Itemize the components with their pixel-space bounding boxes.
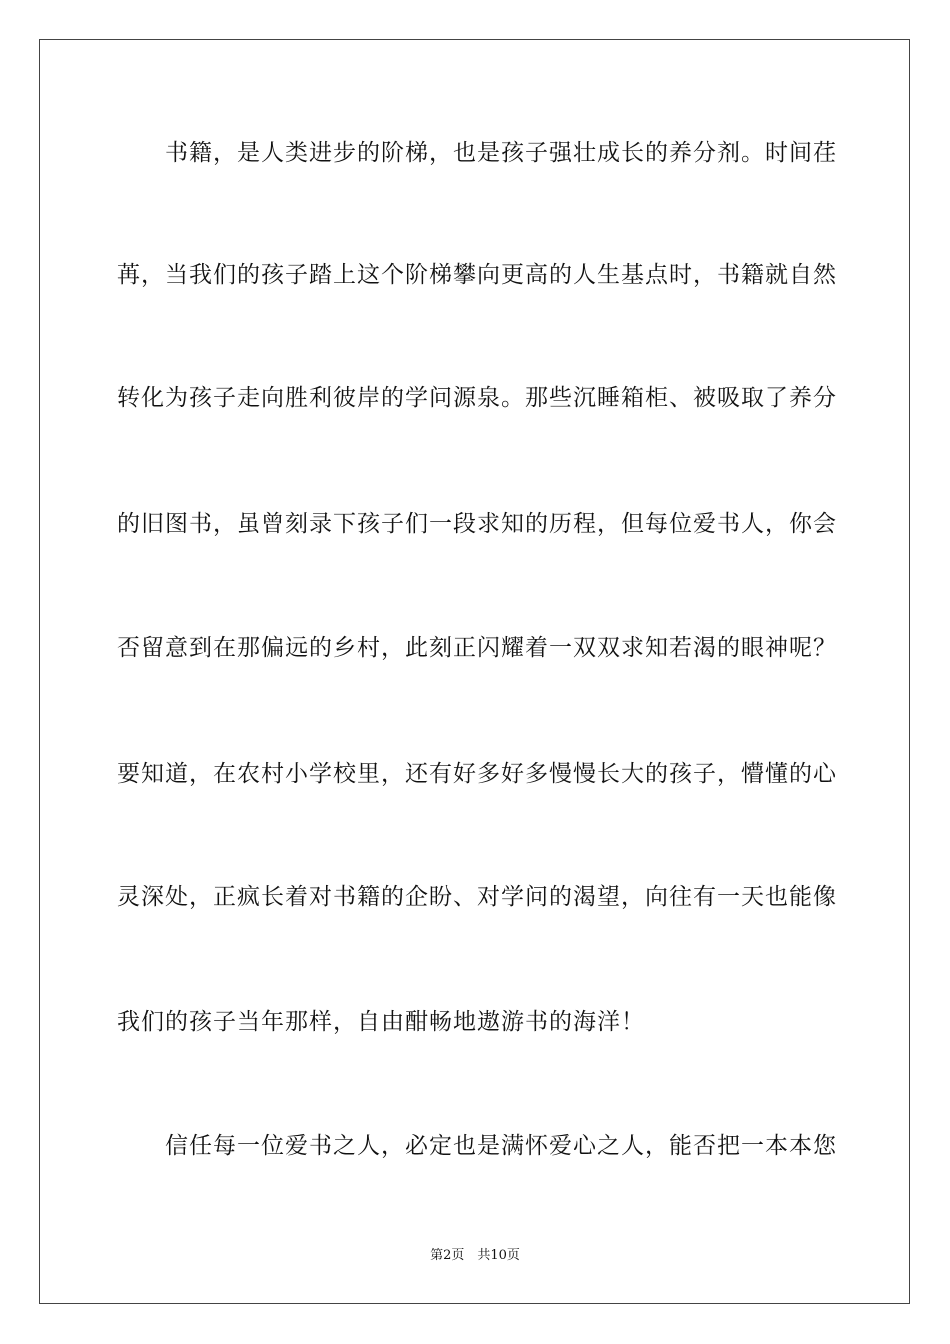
paragraph-line: 苒，当我们的孩子踏上这个阶梯攀向更高的人生基点时，书籍就自然 (117, 262, 837, 288)
paragraph-line: 要知道，在农村小学校里，还有好多好多慢慢长大的孩子，懵懂的心 (117, 761, 837, 787)
paragraph-line: 信任每一位爱书之人，必定也是满怀爱心之人，能否把一本本您 (117, 1133, 837, 1159)
paragraph-line: 书籍，是人类进步的阶梯，也是孩子强壮成长的养分剂。时间荏 (117, 140, 837, 166)
page-number-footer: 第2页 共10页 (430, 1248, 520, 1263)
page-border (39, 39, 910, 1304)
paragraph-line: 否留意到在那偏远的乡村，此刻正闪耀着一双双求知若渴的眼神呢？ (117, 635, 837, 661)
paragraph-line: 的旧图书，虽曾刻录下孩子们一段求知的历程，但每位爱书人，你会 (117, 511, 837, 537)
paragraph-line: 转化为孩子走向胜利彼岸的学问源泉。那些沉睡箱柜、被吸取了养分 (117, 385, 837, 411)
paragraph-line: 我们的孩子当年那样，自由酣畅地遨游书的海洋！ (117, 1009, 645, 1035)
paragraph-line: 灵深处，正疯长着对书籍的企盼、对学问的渴望，向往有一天也能像 (117, 884, 837, 910)
